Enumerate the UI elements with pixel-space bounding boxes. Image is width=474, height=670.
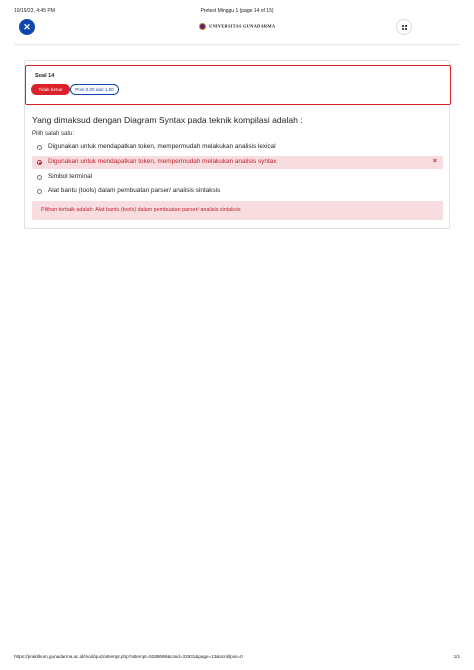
answer-option-label: Alat bantu (tools) dalam pembuatan parser/ analisis sintaksis [48,187,221,194]
print-header [14,8,460,16]
radio-button[interactable] [37,175,42,180]
feedback-text: Pilihan terbaik adalah: Alat bantu (tools) dalam pembuatan parser/ analisis sintaksis [41,207,241,213]
question-number: Soal 14 [35,73,55,79]
answer-option[interactable] [32,141,443,154]
answer-prompt: Pilih salah satu: [32,131,75,137]
answer-option-label: Digunakan untuk mendapatkan token, mempermudah melakukan analisis lexical [48,143,276,150]
question-info [25,65,451,105]
print-page-number: 1/1 [453,654,460,659]
radio-button[interactable] [37,189,42,194]
print-url: https://praktikum.gunadarma.ac.id/mod/quiz/attempt.php?attempt=5288698&cmid=32931&page=13&scrollpos=0 [14,654,243,659]
answer-option-selected[interactable] [32,156,443,169]
navbar-divider [14,44,460,45]
answer-option-label: Digunakan untuk mendapatkan token, mempermudah melakukan analisis syntax [48,158,277,165]
feedback-box [32,201,443,220]
print-footer [14,654,460,662]
radio-button[interactable] [37,145,42,150]
close-icon: ✕ [23,22,31,32]
print-title: Pretest Minggu 1 (page 14 of 15) [200,8,274,14]
grid-icon [402,25,404,27]
radio-button[interactable] [37,160,42,165]
question-card [24,60,450,229]
points-badge: Poin 0,00 dari 1,00 [70,84,119,95]
print-datetime: 10/19/23, 4:45 PM [14,8,55,14]
answer-option[interactable] [32,171,443,184]
answer-option-label: Simbol terminal [48,173,93,180]
question-text: Yang dimaksud dengan Diagram Syntax pada teknik kompilasi adalah : [32,115,303,125]
incorrect-icon: × [432,158,437,165]
university-logo-icon [199,23,206,30]
top-navbar [14,18,460,36]
answer-option[interactable] [32,185,443,198]
brand[interactable] [14,23,460,30]
quiz-navigation-button[interactable] [396,19,412,35]
brand-text: UNIVERSITAS GUNADARMA [209,23,276,29]
status-badge: Tidak benar [31,84,70,95]
